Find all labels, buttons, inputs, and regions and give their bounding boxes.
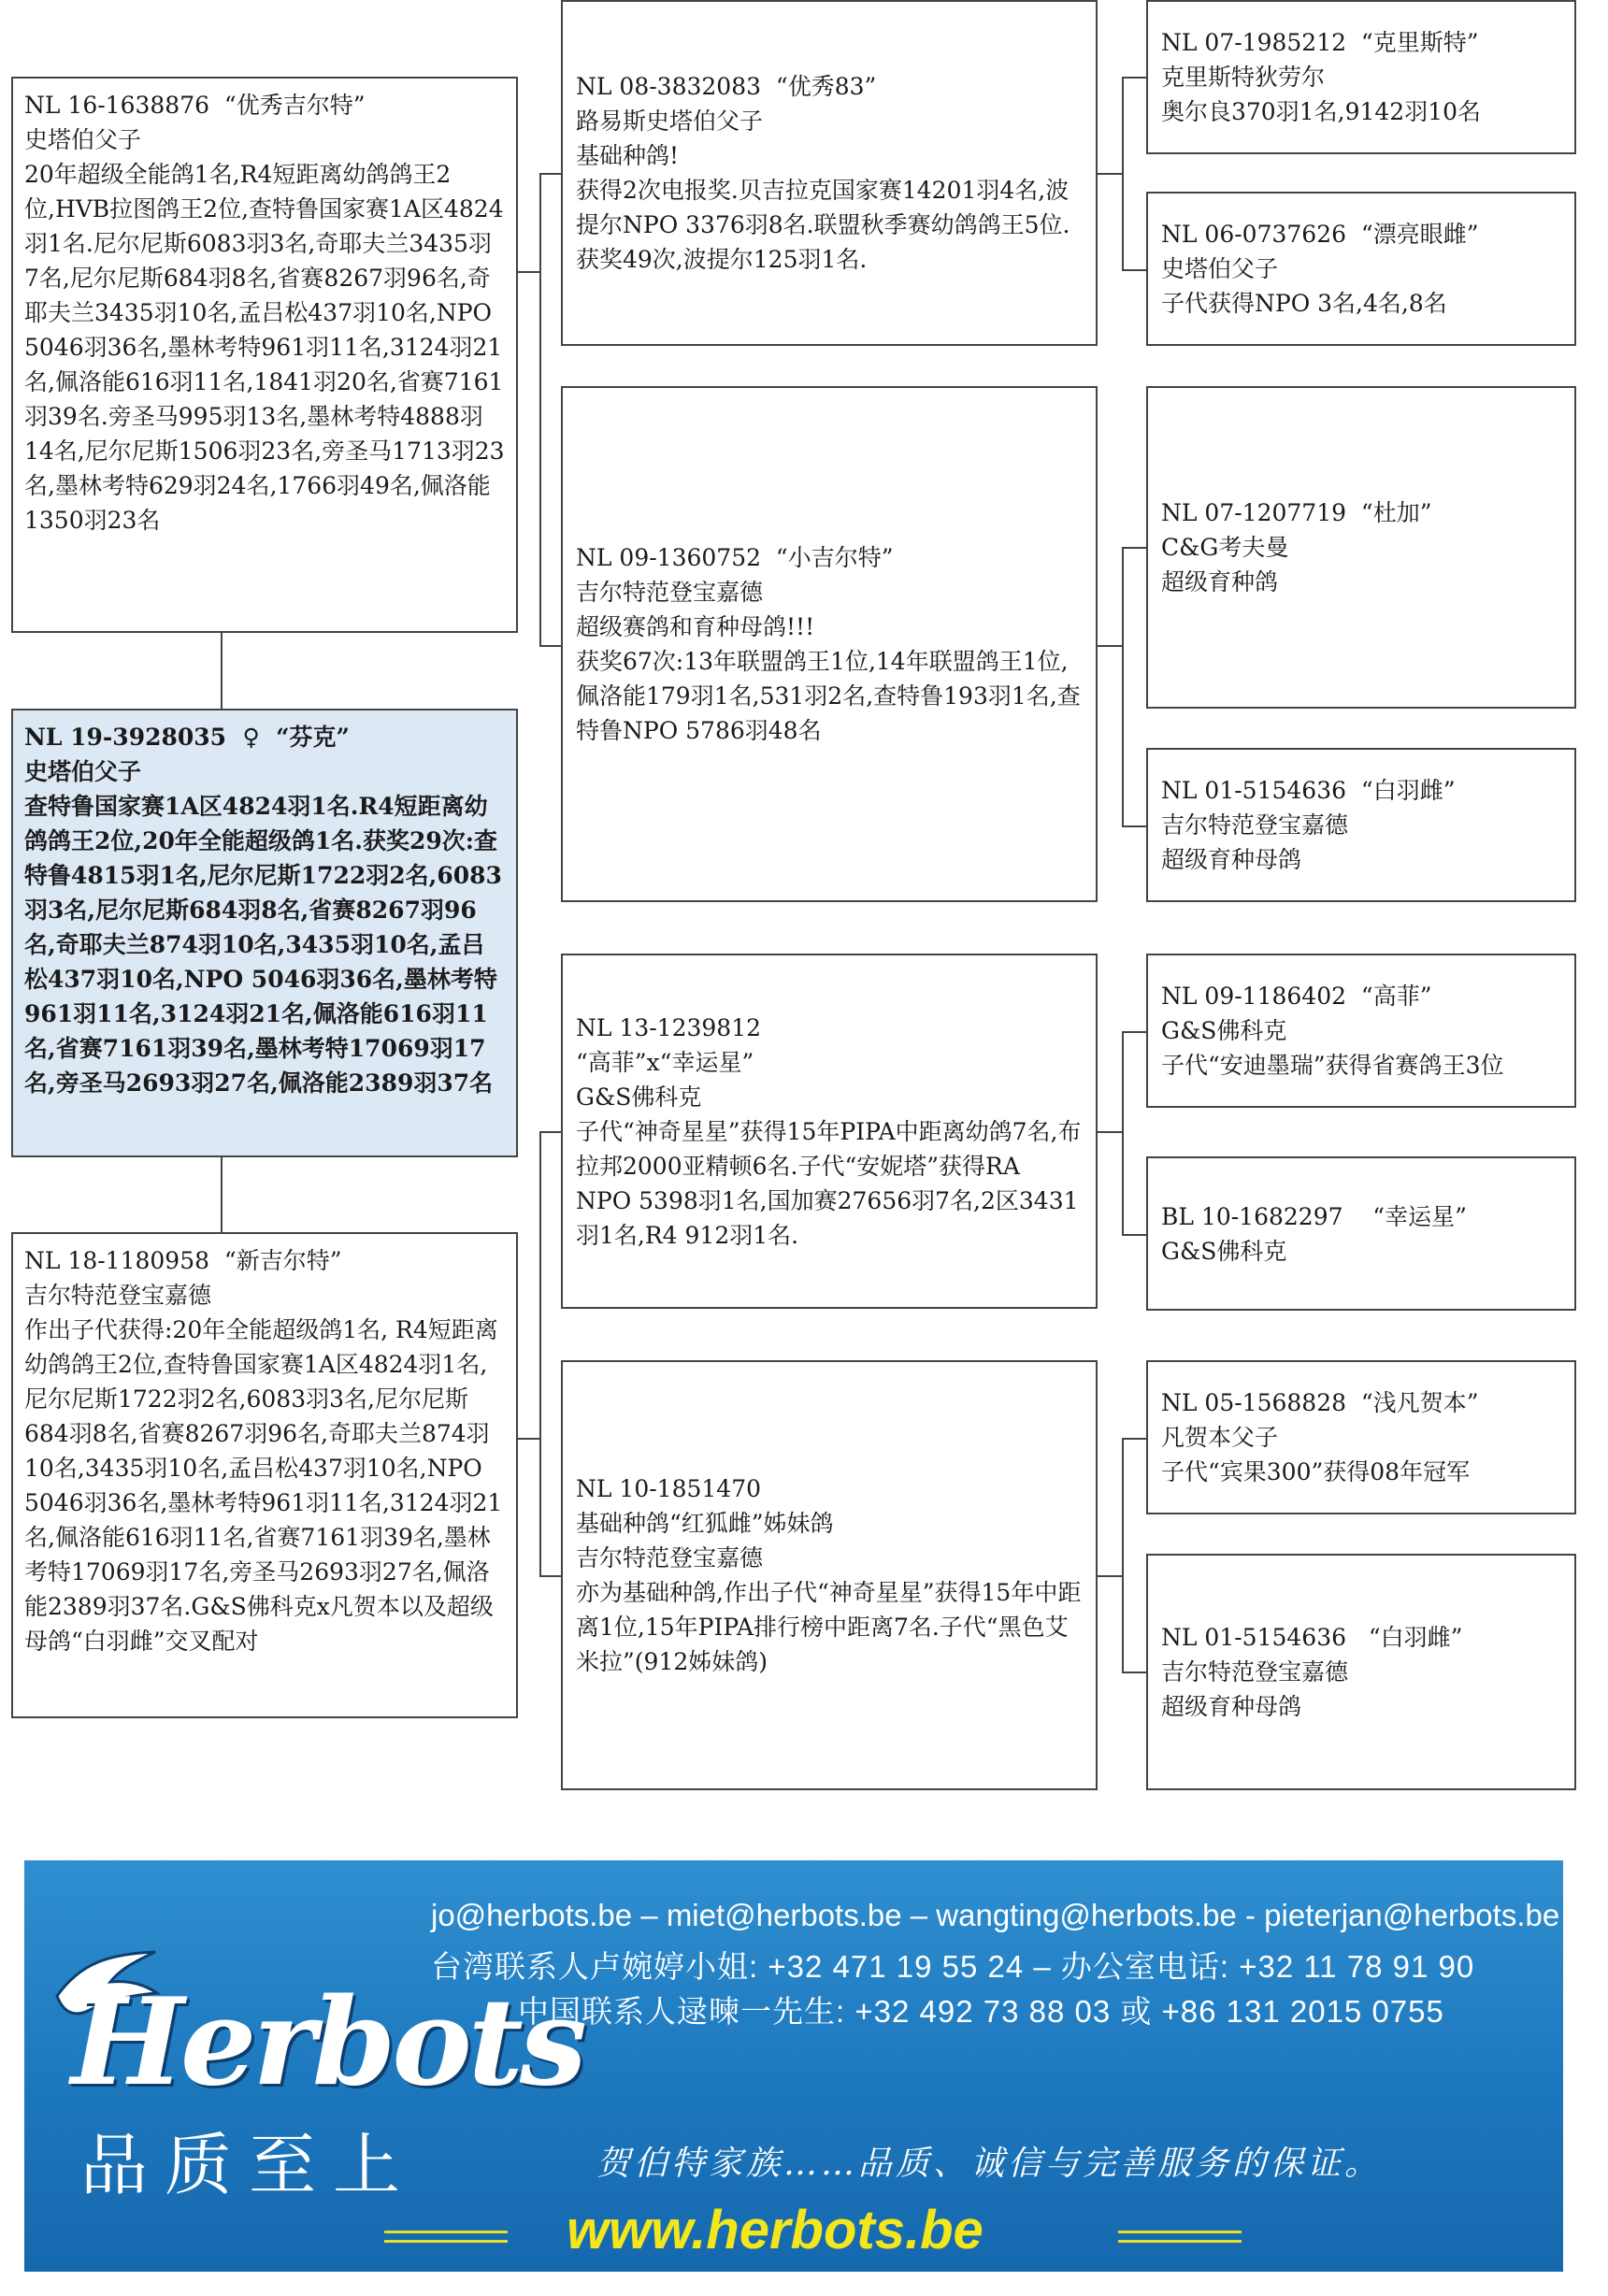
- gg-8-ring: NL 01-5154636 “白羽雌”: [1161, 1624, 1463, 1651]
- connector-dd-to-gg8: [1122, 1672, 1146, 1673]
- connector-ss-to-gg2: [1122, 269, 1146, 271]
- sire-dam-results: 获奖67次:13年联盟鸽王1位,14年联盟鸽王1位,佩洛能179羽1名,531羽2名,查特鲁193羽1名,查特鲁NPO 5786羽48名: [576, 648, 1081, 744]
- gg-1-ring: NL 07-1985212 “克里斯特”: [1161, 29, 1479, 56]
- divider-left-2: [384, 2240, 508, 2243]
- dam-sire-breeder: G&S佛科克: [576, 1083, 702, 1111]
- gg-4-ring: NL 01-5154636 “白羽雌”: [1161, 777, 1456, 804]
- sire-dam-card: [561, 386, 1098, 902]
- divider-right: [1118, 2231, 1242, 2233]
- connector-ss-to-gg1: [1122, 77, 1146, 79]
- connector-sd-to-gg3: [1122, 547, 1146, 549]
- gg-7-offspring: 子代“宾果300”获得08年冠军: [1161, 1458, 1471, 1485]
- gg-card-3: [1146, 386, 1576, 709]
- gg-2-ring: NL 06-0737626 “漂亮眼雌”: [1161, 221, 1479, 248]
- taiwan-contact: 台湾联系人卢婉婷小姐: +32 471 19 55 24 – 办公室电话: +32 11 78 91 90: [431, 1949, 1475, 1984]
- connector-dam-out: [518, 1438, 539, 1440]
- sire-results: 20年超级全能鸽1名,R4短距离幼鸽鸽王2位,HVB拉图鸽王2位,查特鲁国家赛1A区4824羽1名.尼尔尼斯6083羽3名,奇耶夫兰3435羽7名,尼尔尼斯684羽8名,省赛8267羽96名,奇耶夫兰3435羽10名,孟吕松437羽10名,NPO 5046羽36名,墨林考特961羽11名,3124羽21名,佩洛能616羽11名,1841羽20名,省赛7161羽39名.旁圣马995羽13名,墨林考特4888羽14名,尼尔尼斯1506羽23名,旁圣马1713羽23名,墨林考特629羽24名,1766羽49名,佩洛能1350羽23名: [24, 161, 505, 534]
- dam-dam-breeder: 吉尔特范登宝嘉德: [576, 1544, 764, 1571]
- connector-ds-to-gg5: [1122, 1031, 1146, 1033]
- subject-results: 查特鲁国家赛1A区4824羽1名.R4短距离幼鸽鸽王2位,20年全能超级鸽1名.获奖29次:查特鲁4815羽1名,尼尔尼斯1722羽2名,6083羽3名,尼尔尼斯684羽8名,省赛8267羽96名,奇耶夫兰874羽10名,3435羽10名,孟吕松437羽10名,NPO 5046羽36名,墨林考特961羽11名,3124羽21名,佩洛能616羽11名,省赛7161羽39名,墨林考特17069羽17名,旁圣马2693羽27名,佩洛能2389羽37名: [24, 793, 502, 1097]
- gg-4-breeder: 吉尔特范登宝嘉德: [1161, 811, 1349, 839]
- gg-7-breeder: 凡贺本父子: [1161, 1424, 1279, 1451]
- sire-sire-note: 基础种鸽!: [576, 142, 680, 169]
- connector-ds-bracket: [1122, 1031, 1124, 1234]
- gg-3-breeder: C&G考夫曼: [1161, 534, 1289, 561]
- connector-dd-out: [1098, 1575, 1122, 1577]
- website-link[interactable]: www.herbots.be: [567, 2200, 983, 2260]
- dam-sire-card: [561, 954, 1098, 1309]
- sire-dam-note: 超级赛鸽和育种母鸽!!!: [576, 613, 815, 640]
- gg-2-breeder: 史塔伯父子: [1161, 255, 1279, 282]
- gg-5-offspring: 子代“安迪墨瑞”获得省赛鸽王3位: [1161, 1052, 1504, 1079]
- family-motto: 贺伯特家族……品质、诚信与完善服务的保证。: [596, 2145, 1383, 2183]
- gg-8-note: 超级育种母鸽: [1161, 1693, 1302, 1720]
- gg-4-note: 超级育种母鸽: [1161, 846, 1302, 873]
- gg-5-ring: NL 09-1186402 “高菲”: [1161, 983, 1432, 1010]
- dam-dam-note: 基础种鸽“红狐雌”姊妹鸽: [576, 1510, 834, 1537]
- brand-slogan: 品质至上: [80, 2126, 418, 2204]
- china-contact: 中国联系人逯暕一先生: +32 492 73 88 03 或 +86 131 2015 0755: [518, 1994, 1444, 2029]
- dam-offspring: 作出子代获得:20年全能超级鸽1名, R4短距离幼鸽鸽王2位,查特鲁国家赛1A区4824羽1名,尼尔尼斯1722羽2名,6083羽3名,尼尔尼斯684羽8名,省赛8267羽96名,奇耶夫兰874羽10名,3435羽10名,孟吕松437羽10名,NPO 5046羽36名,墨林考特961羽11名,3124羽21名,佩洛能616羽11名,省赛7161羽39名,墨林考特17069羽17名,旁圣马2693羽27名,佩洛能2389羽37名.G&S佛科克x凡贺本以及超级母鸽“白羽雌”交叉配对: [24, 1316, 503, 1655]
- contact-emails[interactable]: jo@herbots.be – miet@herbots.be – wangting@herbots.be - pieterjan@herbots.be: [431, 1898, 1560, 1932]
- dam-card: [11, 1232, 518, 1718]
- connector-sire-to-sd: [539, 645, 561, 647]
- sire-ring: NL 16-1638876 “优秀吉尔特”: [24, 92, 366, 119]
- connector-dam-to-dd: [539, 1575, 561, 1577]
- dam-sire-pairing: “高菲”x“幸运星”: [576, 1048, 754, 1076]
- dam-sire-ring: NL 13-1239812: [576, 1013, 762, 1041]
- gg-3-note: 超级育种鸽: [1161, 568, 1279, 596]
- herbots-logo: Herbots: [71, 1973, 583, 2113]
- sire-sire-breeder: 路易斯史塔伯父子: [576, 108, 764, 135]
- sire-sire-card: [561, 0, 1098, 346]
- connector-dd-bracket: [1122, 1438, 1124, 1672]
- gg-8-breeder: 吉尔特范登宝嘉德: [1161, 1658, 1349, 1686]
- gg-card-2: [1146, 192, 1576, 346]
- gg-card-7: [1146, 1360, 1576, 1514]
- dam-sire-offspring: 子代“神奇星星”获得15年PIPA中距离幼鸽7名,布拉邦2000亚精顿6名.子代“安妮塔”获得RA NPO 5398羽1名,国加赛27656羽7名,2区3431羽1名,R4 912羽1名.: [576, 1117, 1082, 1249]
- subject-card: [11, 709, 518, 1157]
- sire-card: [11, 77, 518, 633]
- sire-sire-results: 获得2次电报奖.贝吉拉克国家赛14201羽4名,波提尔NPO 3376羽8名.联盟秋季赛幼鸽鸽王5位.获奖49次,波提尔125羽1名.: [576, 177, 1070, 273]
- connector-sd-out: [1098, 645, 1122, 647]
- connector-sire-to-ss: [539, 173, 561, 175]
- dam-dam-ring: NL 10-1851470: [576, 1475, 762, 1502]
- subject-breeder: 史塔伯父子: [24, 758, 142, 785]
- gg-1-results: 奥尔良370羽1名,9142羽10名: [1161, 98, 1482, 125]
- gg-card-5: [1146, 954, 1576, 1108]
- connector-ss-out: [1098, 173, 1122, 175]
- connector-sd-to-gg4: [1122, 825, 1146, 827]
- gg-6-ring: BL 10-1682297 “幸运星”: [1161, 1202, 1467, 1230]
- connector-sire-bracket: [539, 173, 541, 645]
- dam-dam-card: [561, 1360, 1098, 1790]
- divider-left: [384, 2231, 508, 2233]
- gg-1-breeder: 克里斯特狄劳尔: [1161, 64, 1326, 91]
- sire-breeder: 史塔伯父子: [24, 126, 142, 153]
- sire-dam-ring: NL 09-1360752 “小吉尔特”: [576, 544, 894, 571]
- dam-breeder: 吉尔特范登宝嘉德: [24, 1282, 212, 1309]
- gg-7-ring: NL 05-1568828 “浅凡贺本”: [1161, 1389, 1479, 1416]
- connector-dd-to-gg7: [1122, 1438, 1146, 1440]
- connector-ds-to-gg6: [1122, 1234, 1146, 1236]
- connector-dam-bracket: [539, 1131, 541, 1575]
- connector-subject-dam: [221, 1157, 223, 1232]
- connector-ds-out: [1098, 1131, 1122, 1133]
- connector-sire-subject: [221, 633, 223, 709]
- gg-2-results: 子代获得NPO 3名,4名,8名: [1161, 290, 1447, 317]
- connector-ss-bracket: [1122, 77, 1124, 269]
- gg-card-8: [1146, 1554, 1576, 1790]
- gg-5-breeder: G&S佛科克: [1161, 1017, 1287, 1044]
- connector-dam-to-ds: [539, 1131, 561, 1133]
- gg-6-breeder: G&S佛科克: [1161, 1237, 1287, 1265]
- gg-card-4: [1146, 748, 1576, 902]
- gg-card-6: [1146, 1156, 1576, 1311]
- sire-dam-breeder: 吉尔特范登宝嘉德: [576, 579, 764, 606]
- gg-3-ring: NL 07-1207719 “杜加”: [1161, 499, 1432, 526]
- connector-sire-out: [518, 271, 539, 273]
- divider-right-2: [1118, 2240, 1242, 2243]
- gg-card-1: [1146, 0, 1576, 154]
- connector-sd-bracket: [1122, 547, 1124, 825]
- dam-dam-offspring: 亦为基础种鸽,作出子代“神奇星星”获得15年中距离1位,15年PIPA排行榜中距离7名.子代“黑色艾米拉”(912姊妹鸽): [576, 1579, 1082, 1675]
- sire-sire-ring: NL 08-3832083 “优秀83”: [576, 73, 877, 100]
- footer-banner: [24, 1860, 1563, 2272]
- dam-ring: NL 18-1180958 “新吉尔特”: [24, 1247, 342, 1274]
- subject-ring: NL 19-3928035 ♀ “芬克”: [24, 724, 350, 751]
